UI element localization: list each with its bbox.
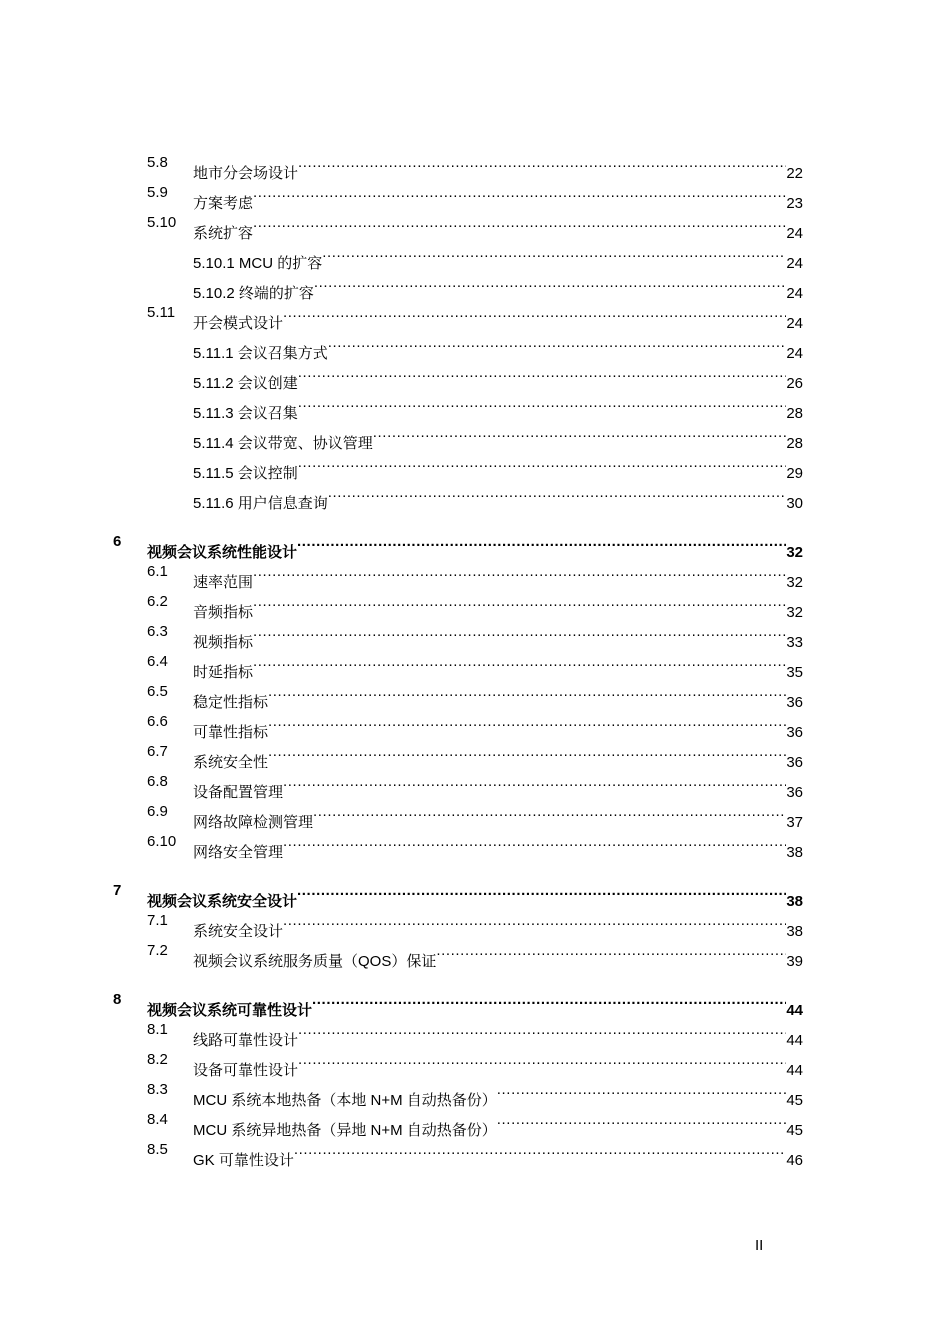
toc-entry-page: 44 (786, 1032, 803, 1049)
toc-entry-number: 8.1 (147, 1021, 168, 1038)
toc-entry-title: MCU 系统本地热备（本地 N+M 自动热备份） (193, 1092, 497, 1109)
toc-entry-number: 8.3 (147, 1081, 168, 1098)
toc-entry[interactable] (0, 707, 950, 741)
toc-entry-page: 24 (786, 225, 803, 242)
toc-dot-leader (297, 876, 786, 906)
toc-entry-page: 37 (786, 814, 803, 831)
toc-dot-leader (328, 478, 787, 508)
toc-entry-title: 视频指标 (193, 634, 254, 651)
toc-entry-number: 7 (113, 882, 122, 899)
toc-dot-leader (298, 448, 787, 478)
toc-entry-number: 7.1 (147, 912, 168, 929)
toc-entry[interactable] (0, 418, 950, 452)
toc-entry[interactable] (0, 797, 950, 831)
toc-entry[interactable] (0, 906, 950, 940)
toc-entry-number: 6.5 (147, 683, 168, 700)
toc-dot-leader (313, 797, 786, 827)
toc-entry[interactable] (0, 1105, 950, 1139)
toc-entry-number: 6.3 (147, 623, 168, 640)
toc-entry-page: 33 (786, 634, 803, 651)
toc-dot-leader (283, 827, 786, 857)
toc-entry-title: MCU 系统异地热备（异地 N+M 自动热备份） (193, 1122, 497, 1139)
toc-entry-page: 30 (786, 495, 803, 512)
toc-dot-leader (297, 527, 786, 557)
toc-entry[interactable] (0, 557, 950, 591)
toc-dot-leader (253, 208, 786, 238)
toc-entry[interactable] (0, 298, 950, 332)
toc-entry[interactable] (0, 936, 950, 970)
toc-entry-line (193, 478, 803, 519)
toc-entry[interactable] (0, 1015, 950, 1049)
toc-dot-leader (298, 388, 787, 418)
toc-dot-leader (298, 148, 786, 178)
toc-entry[interactable] (0, 178, 950, 212)
toc-entry-title: 5.11.2 会议创建 (193, 375, 298, 392)
toc-entry-number: 8.4 (147, 1111, 168, 1128)
toc-entry-page: 32 (786, 604, 803, 621)
toc-entry-title: 速率范围 (193, 574, 254, 591)
toc-entry-line (193, 827, 803, 868)
toc-entry-line (193, 936, 803, 977)
toc-entry-title: 线路可靠性设计 (193, 1032, 299, 1049)
toc-entry-number: 6.9 (147, 803, 168, 820)
toc-entry[interactable] (0, 647, 950, 681)
toc-entry-title: 地市分会场设计 (193, 165, 299, 182)
toc-dot-leader (268, 737, 786, 767)
toc-dot-leader (298, 1045, 786, 1075)
toc-entry-page: 44 (786, 1002, 803, 1019)
toc-dot-leader (328, 328, 787, 358)
toc-entry-number: 6.8 (147, 773, 168, 790)
toc-entry[interactable] (0, 328, 950, 362)
toc-entry[interactable] (0, 527, 950, 561)
toc-entry-number: 7.2 (147, 942, 168, 959)
toc-entry-page: 38 (786, 923, 803, 940)
toc-entry[interactable] (0, 587, 950, 621)
toc-entry-title: 网络故障检测管理 (193, 814, 314, 831)
toc-entry-title: 5.11.6 用户信息查询 (193, 495, 328, 512)
toc-dot-leader (298, 358, 787, 388)
toc-entry-page: 45 (786, 1122, 803, 1139)
toc-entry-title: 5.11.5 会议控制 (193, 465, 298, 482)
toc-dot-leader (253, 178, 786, 208)
toc-entry-title: 系统安全性 (193, 754, 269, 771)
toc-dot-leader (283, 767, 786, 797)
toc-entry-number: 6.2 (147, 593, 168, 610)
toc-entry-number: 6.6 (147, 713, 168, 730)
toc-entry-number: 5.8 (147, 154, 168, 171)
toc-entry-number: 5.11 (147, 304, 176, 321)
toc-entry-page: 32 (786, 574, 803, 591)
toc-entry-page: 22 (786, 165, 803, 182)
toc-entry-number: 6.1 (147, 563, 168, 580)
toc-entry[interactable] (0, 448, 950, 482)
toc-dot-leader (283, 906, 786, 936)
toc-entry-page: 35 (786, 664, 803, 681)
toc-entry-number: 5.9 (147, 184, 168, 201)
toc-dot-leader (253, 587, 786, 617)
toc-entry-page: 36 (786, 694, 803, 711)
toc-entry-title: 稳定性指标 (193, 694, 269, 711)
toc-dot-leader (312, 985, 786, 1015)
toc-entry-page: 24 (786, 255, 803, 272)
toc-entry-title: 开会模式设计 (193, 315, 284, 332)
toc-entry-title: 可靠性指标 (193, 724, 269, 741)
toc-entry-title: 方案考虑 (193, 195, 254, 212)
toc-entry-title: 设备可靠性设计 (193, 1062, 299, 1079)
toc-entry-page: 45 (786, 1092, 803, 1109)
toc-dot-leader (283, 298, 786, 328)
toc-entry-page: 24 (786, 285, 803, 302)
toc-entry-title: 网络安全管理 (193, 844, 284, 861)
toc-entry-title: 5.11.4 会议带宽、协议管理 (193, 435, 373, 452)
toc-dot-leader (314, 268, 786, 298)
toc-entry-number: 6.10 (147, 833, 177, 850)
toc-entry[interactable] (0, 985, 950, 1019)
toc-dot-leader (373, 418, 787, 448)
toc-entry-title: 设备配置管理 (193, 784, 284, 801)
toc-dot-leader (268, 707, 786, 737)
toc-entry[interactable] (0, 1075, 950, 1109)
toc-entry-page: 38 (786, 844, 803, 861)
toc-entry[interactable] (0, 1045, 950, 1079)
toc-entry-title: 5.10.1 MCU 的扩容 (193, 255, 323, 272)
toc-entry-page: 24 (786, 315, 803, 332)
toc-entry[interactable] (0, 358, 950, 392)
toc-entry-page: 24 (786, 345, 803, 362)
toc-entry-number: 5.10 (147, 214, 177, 231)
toc-entry[interactable] (0, 388, 950, 422)
toc-entry[interactable] (0, 767, 950, 801)
toc-entry[interactable] (0, 737, 950, 771)
toc-entry-title: 5.10.2 终端的扩容 (193, 285, 314, 302)
toc-entry[interactable] (0, 1135, 950, 1169)
toc-dot-leader (298, 1015, 786, 1045)
toc-entry[interactable] (0, 677, 950, 711)
toc-dot-leader (497, 1105, 787, 1135)
toc-entry-page: 29 (786, 465, 803, 482)
toc-entry[interactable] (0, 208, 950, 242)
toc-entry-page: 36 (786, 724, 803, 741)
toc-entry[interactable] (0, 827, 950, 861)
toc-entry-line (193, 1135, 803, 1176)
toc-entry-page: 28 (786, 435, 803, 452)
toc-dot-leader (268, 677, 786, 707)
table-of-contents (0, 148, 950, 1169)
toc-entry-number: 6.7 (147, 743, 168, 760)
toc-entry-page: 23 (786, 195, 803, 212)
toc-entry[interactable] (0, 617, 950, 651)
toc-entry-number: 8 (113, 991, 122, 1008)
toc-entry-page: 38 (786, 893, 803, 910)
toc-entry-page: 39 (786, 953, 803, 970)
toc-entry-title: 视频会议系统可靠性设计 (147, 1002, 313, 1019)
toc-entry-number: 8.5 (147, 1141, 168, 1158)
toc-entry-title: 5.11.1 会议召集方式 (193, 345, 328, 362)
toc-entry-page: 36 (786, 784, 803, 801)
page-number: II (755, 1237, 764, 1254)
toc-entry[interactable] (0, 478, 950, 512)
toc-entry-title: GK 可靠性设计 (193, 1152, 294, 1169)
toc-entry-title: 5.11.3 会议召集 (193, 405, 298, 422)
toc-dot-leader (253, 647, 786, 677)
toc-entry-title: 视频会议系统性能设计 (147, 544, 298, 561)
toc-entry-number: 8.2 (147, 1051, 168, 1068)
toc-entry-page: 32 (786, 544, 803, 561)
toc-entry-page: 26 (786, 375, 803, 392)
toc-entry-page: 28 (786, 405, 803, 422)
toc-dot-leader (253, 557, 786, 587)
toc-entry[interactable] (0, 268, 950, 302)
toc-dot-leader (294, 1135, 786, 1165)
toc-entry-title: 时延指标 (193, 664, 254, 681)
toc-entry-page: 44 (786, 1062, 803, 1079)
toc-dot-leader (253, 617, 786, 647)
toc-entry-page: 36 (786, 754, 803, 771)
toc-entry-title: 视频会议系统服务质量（QOS）保证 (193, 953, 437, 970)
toc-entry-title: 视频会议系统安全设计 (147, 893, 298, 910)
toc-dot-leader (497, 1075, 787, 1105)
toc-entry-title: 系统扩容 (193, 225, 254, 242)
toc-entry[interactable] (0, 148, 950, 182)
toc-dot-leader (322, 238, 786, 268)
toc-entry-title: 系统安全设计 (193, 923, 284, 940)
toc-entry-page: 46 (786, 1152, 803, 1169)
toc-entry-title: 音频指标 (193, 604, 254, 621)
toc-entry-number: 6 (113, 533, 122, 550)
toc-entry-number: 6.4 (147, 653, 168, 670)
toc-entry[interactable] (0, 238, 950, 272)
toc-entry[interactable] (0, 876, 950, 910)
toc-dot-leader (436, 936, 786, 966)
